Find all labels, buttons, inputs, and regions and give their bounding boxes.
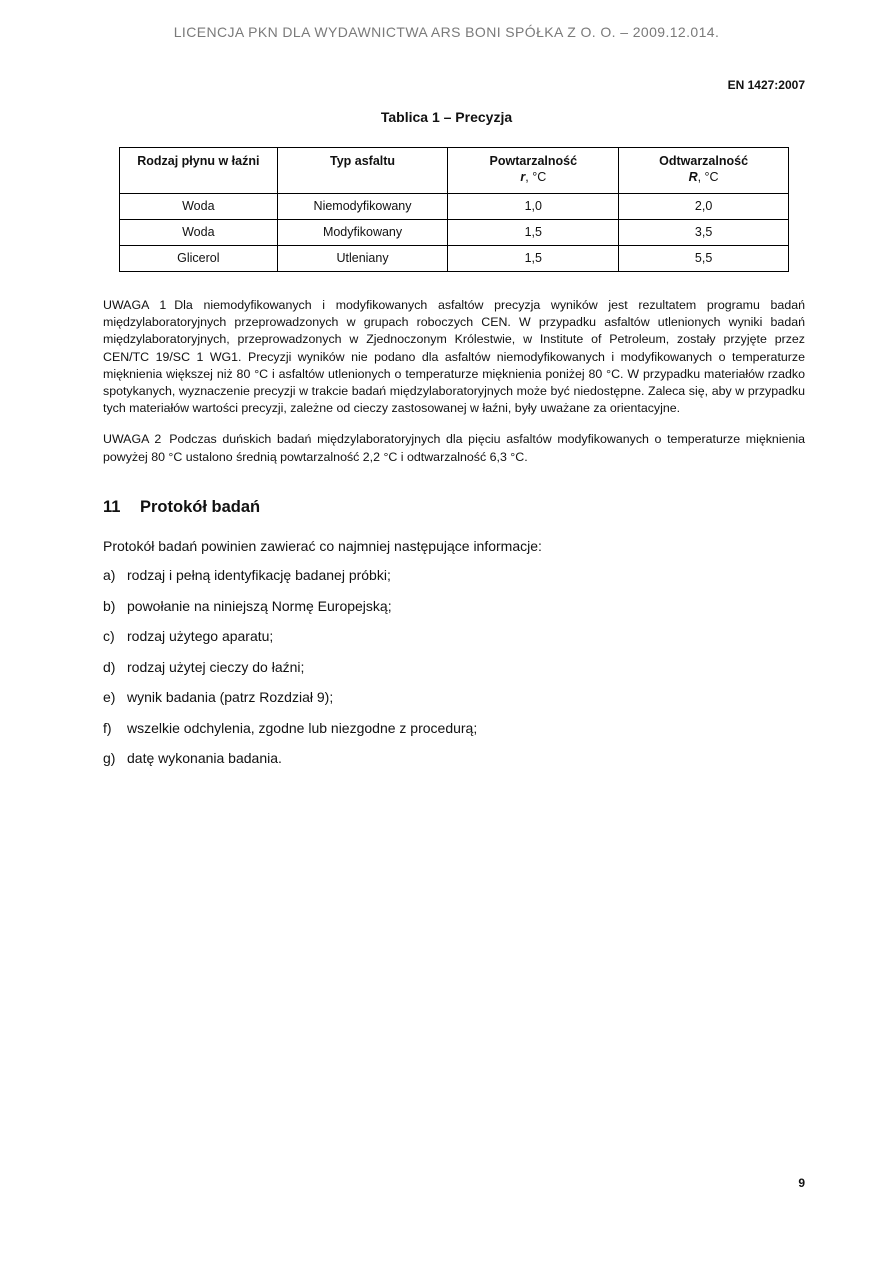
table-cell: 1,5: [448, 220, 619, 246]
table-title: Tablica 1 – Precyzja: [380, 109, 513, 125]
table-cell: Glicerol: [120, 246, 278, 272]
table-cell: 5,5: [619, 246, 789, 272]
table-cell: 3,5: [619, 220, 789, 246]
list-item-text: wynik badania (patrz Rozdział 9);: [127, 689, 334, 705]
list-marker: c): [103, 628, 115, 644]
standard-id: EN 1427:2007: [727, 78, 805, 92]
list-item: [103, 567, 477, 598]
table-row: [120, 220, 789, 246]
section-intro: Protokół badań powinien zawierać co najmniej następujące informacje:: [103, 538, 542, 554]
list-item: [103, 720, 477, 751]
note-2: [103, 431, 805, 465]
notes-block: [103, 297, 805, 480]
table-cell: Woda: [120, 220, 278, 246]
list-item: [103, 628, 477, 659]
list-marker: g): [103, 750, 116, 766]
table-cell: Woda: [120, 194, 278, 220]
page-number: 9: [798, 1176, 805, 1190]
list-item-text: rodzaj i pełną identyfikację badanej próbki;: [127, 567, 391, 583]
note-text: Dla niemodyfikowanych i modyfikowanych asfaltów precyzja wyników jest rezultatem programu badań międzylaboratoryjnych przeprowadzonych w grupach roboczych CEN. W przypadku asfaltów utlenionych wyniki badań międzylaboratoryjnych, przeprowadzonych w Zjednoczonym Królestwie, w Institute of Petroleum, zostały przyjęte przez CEN/TC 19/SC 1 WG1. Precyzji wyników nie podano dla asfaltów niemodyfikowanych i modyfikowanych o temperaturze mięknienia większej niż 80 °C i asfaltów utlenionych o temperaturze mięknienia poniżej 80 °C. W przypadku materiałów rzadko spotykanych, wyznaczenie precyzji w trakcie badań międzylaboratoryjnych może być niedostępne. Zaleca się, aby w przypadku tych materiałów wartości precyzji, zależne od cieczy zastosowanej w łaźni, były uważane za orientacyjne.: [103, 298, 805, 416]
header-symbol: R: [688, 170, 698, 184]
section-heading: [103, 498, 260, 517]
header-repeatability: [448, 148, 619, 194]
table-cell: 1,5: [448, 246, 619, 272]
note-1: [103, 297, 805, 417]
list-item-text: powołanie na niniejszą Normę Europejską;: [127, 597, 392, 614]
table-row: [120, 246, 789, 272]
header-unit: , °C: [525, 170, 547, 184]
list-item-text: rodzaj użytej cieczy do łaźni;: [127, 658, 305, 675]
table-row: [120, 194, 789, 220]
table-header-row: [120, 148, 789, 194]
list-marker: d): [103, 658, 116, 675]
list-marker: e): [103, 689, 116, 705]
note-label: UWAGA 1: [103, 298, 167, 312]
list-item: [103, 659, 477, 690]
table-cell: Niemodyfikowany: [277, 194, 448, 220]
section-title: Protokół badań: [140, 498, 261, 516]
requirements-list: [103, 567, 477, 781]
table-cell: Utleniany: [277, 246, 448, 272]
list-item: [103, 750, 477, 781]
header-label: Odtwarzalność: [659, 154, 749, 168]
header-symbol: r: [520, 170, 526, 184]
list-marker: f): [103, 719, 112, 736]
list-item-text: datę wykonania badania.: [127, 750, 282, 766]
header-reproducibility: [619, 148, 789, 194]
list-marker: b): [103, 597, 116, 614]
list-item-text: wszelkie odchylenia, zgodne lub niezgodne z procedurą;: [127, 719, 478, 736]
list-item-text: rodzaj użytego aparatu;: [127, 628, 274, 644]
precision-table: [119, 147, 789, 272]
note-text: Podczas duńskich badań międzylaboratoryjnych dla pięciu asfaltów modyfikowanych o temperaturze mięknienia powyżej 80 °C ustalono średnią powtarzalność 2,2 °C i odtwarzalność 6,3 °C.: [103, 432, 805, 464]
header-bath-liquid: [120, 148, 278, 194]
list-marker: a): [103, 567, 116, 583]
header-label: Rodzaj płynu w łaźni: [137, 154, 260, 168]
list-item: [103, 598, 477, 629]
table-cell: Modyfikowany: [277, 220, 448, 246]
section-number: 11: [103, 498, 121, 516]
table-cell: 2,0: [619, 194, 789, 220]
header-label: Powtarzalność: [489, 154, 578, 168]
header-unit: , °C: [697, 170, 719, 184]
list-item: [103, 689, 477, 720]
table-cell: 1,0: [448, 194, 619, 220]
license-watermark: LICENCJA PKN DLA WYDAWNICTWA ARS BONI SPÓŁKA Z O. O. – 2009.12.014.: [173, 24, 720, 40]
header-label: Typ asfaltu: [330, 154, 396, 168]
header-asphalt-type: [277, 148, 448, 194]
note-label: UWAGA 2: [103, 432, 162, 447]
